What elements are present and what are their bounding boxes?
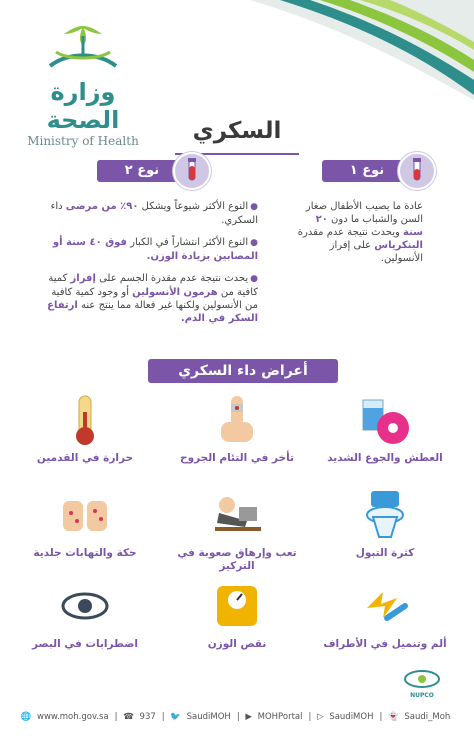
bullet-icon: ● [250,238,258,248]
type2-point [40,236,258,263]
bullet-icon: ● [250,202,258,212]
symptom-label: تعب وإرهاق صعوبة في التركيز [177,547,297,572]
point-text: كمية كافية من [48,273,258,298]
page-title: السكري [192,118,282,144]
symptom-label: العطش والجوع الشديد [327,452,443,464]
nupco-eye-icon [402,668,442,690]
symptoms-title: أعراض داء السكري [148,359,338,383]
type1-label: نوع ١ [322,160,412,182]
pain-bolt-icon [357,578,413,634]
symptom-item [172,392,302,465]
symptom-item [320,392,450,465]
footer-twitter[interactable]: 🐦 SaudiMOH [170,712,231,722]
point-text: يحدث نتيجة عدم مقدرة الجسم على [95,273,249,284]
point-text: هرمون الأنسولين [132,287,218,298]
symptom-label: كثرة التبول [355,547,415,559]
point-text: أو وجود كمية كافية من الأنسولين ولكنها غير فعالة مما ينتج عنه [51,287,258,311]
symptom-label: حكة والتهابات جلدية [33,547,137,559]
nupco-text: NUPCO [410,692,434,699]
point-text: النوع الأكثر انتشاراً في الكبار [126,237,249,248]
nupco-logo [392,668,452,699]
type1-description [295,200,423,274]
toilet-icon [357,487,413,543]
footer-website[interactable]: 🌐 www.moh.gov.sa [20,712,109,722]
type2-point [40,272,258,325]
footer-snapchat[interactable]: 👻 Saudi_Moh [388,712,451,722]
point-text: ٩٠٪ من مرضى [65,201,139,212]
type2-point [40,200,258,227]
bandaged-finger-icon [209,392,265,448]
thermometer-icon [57,392,113,448]
point-text: ارتفاع السكر في الدم. [47,300,258,324]
symptom-label: اضطرابات في البصر [31,638,139,650]
point-text: على إفراز الأنسولين. [329,240,423,264]
palm-swords-emblem-icon [38,22,128,74]
itchy-hands-icon [57,487,113,543]
water-donut-icon [357,392,413,448]
symptom-item [20,487,150,560]
symptom-item [20,578,150,651]
symptom-item [172,487,302,573]
symptom-label: نقص الوزن [207,638,267,650]
point-text: البنكرياس [374,240,423,251]
point-text: ويحدث نتيجة عدم مقدرة [297,227,404,238]
footer-youtube[interactable]: ▷ SaudiMOH [317,712,374,722]
type2-description [40,200,258,334]
type1-blood-tube-icon [398,152,436,190]
symptom-label: حرارة في القدمين [36,452,134,464]
point-text: فوق ٤٠ سنة أو المصابين بزيادة الوزن. [52,237,258,262]
type2-blood-tube-icon [173,152,211,190]
footer-portal[interactable]: ▶ MOHPortal [245,712,303,722]
logo-english-text: Ministry of Health [27,134,139,148]
symptom-item [20,392,150,465]
footer-contacts: 🌐 www.moh.gov.sa | ☎ 937 | 🐦 SaudiMOH | ▶ MOHPortal | ▷ SaudiMOH | 👻 Saudi_Moh [0,712,474,722]
symptom-label: ألم وتنميل في الأطراف [323,638,447,650]
eye-icon [57,578,113,634]
footer-phone[interactable]: ☎ 937 [123,712,156,722]
point-text: داء السكري. [50,201,258,226]
point-text: ٢٠ سنة [315,214,423,238]
logo-arabic-text: وزارة الصحة [46,78,120,134]
point-text: النوع الأكثر شيوعاً ويشكل [138,201,249,212]
type1-point [295,200,423,265]
point-text: عادة ما يصيب الأطفال صغار السن والشباب ما دون [305,201,423,225]
tired-person-icon [209,487,265,543]
symptom-item [320,487,450,560]
symptom-label: تأخر في التئام الجروح [180,452,294,464]
symptom-item [172,578,302,651]
scale-icon [209,578,265,634]
bullet-icon: ● [250,274,258,284]
symptom-item [320,578,450,651]
type2-label: نوع ٢ [97,160,187,182]
point-text: إفراز [70,273,96,284]
